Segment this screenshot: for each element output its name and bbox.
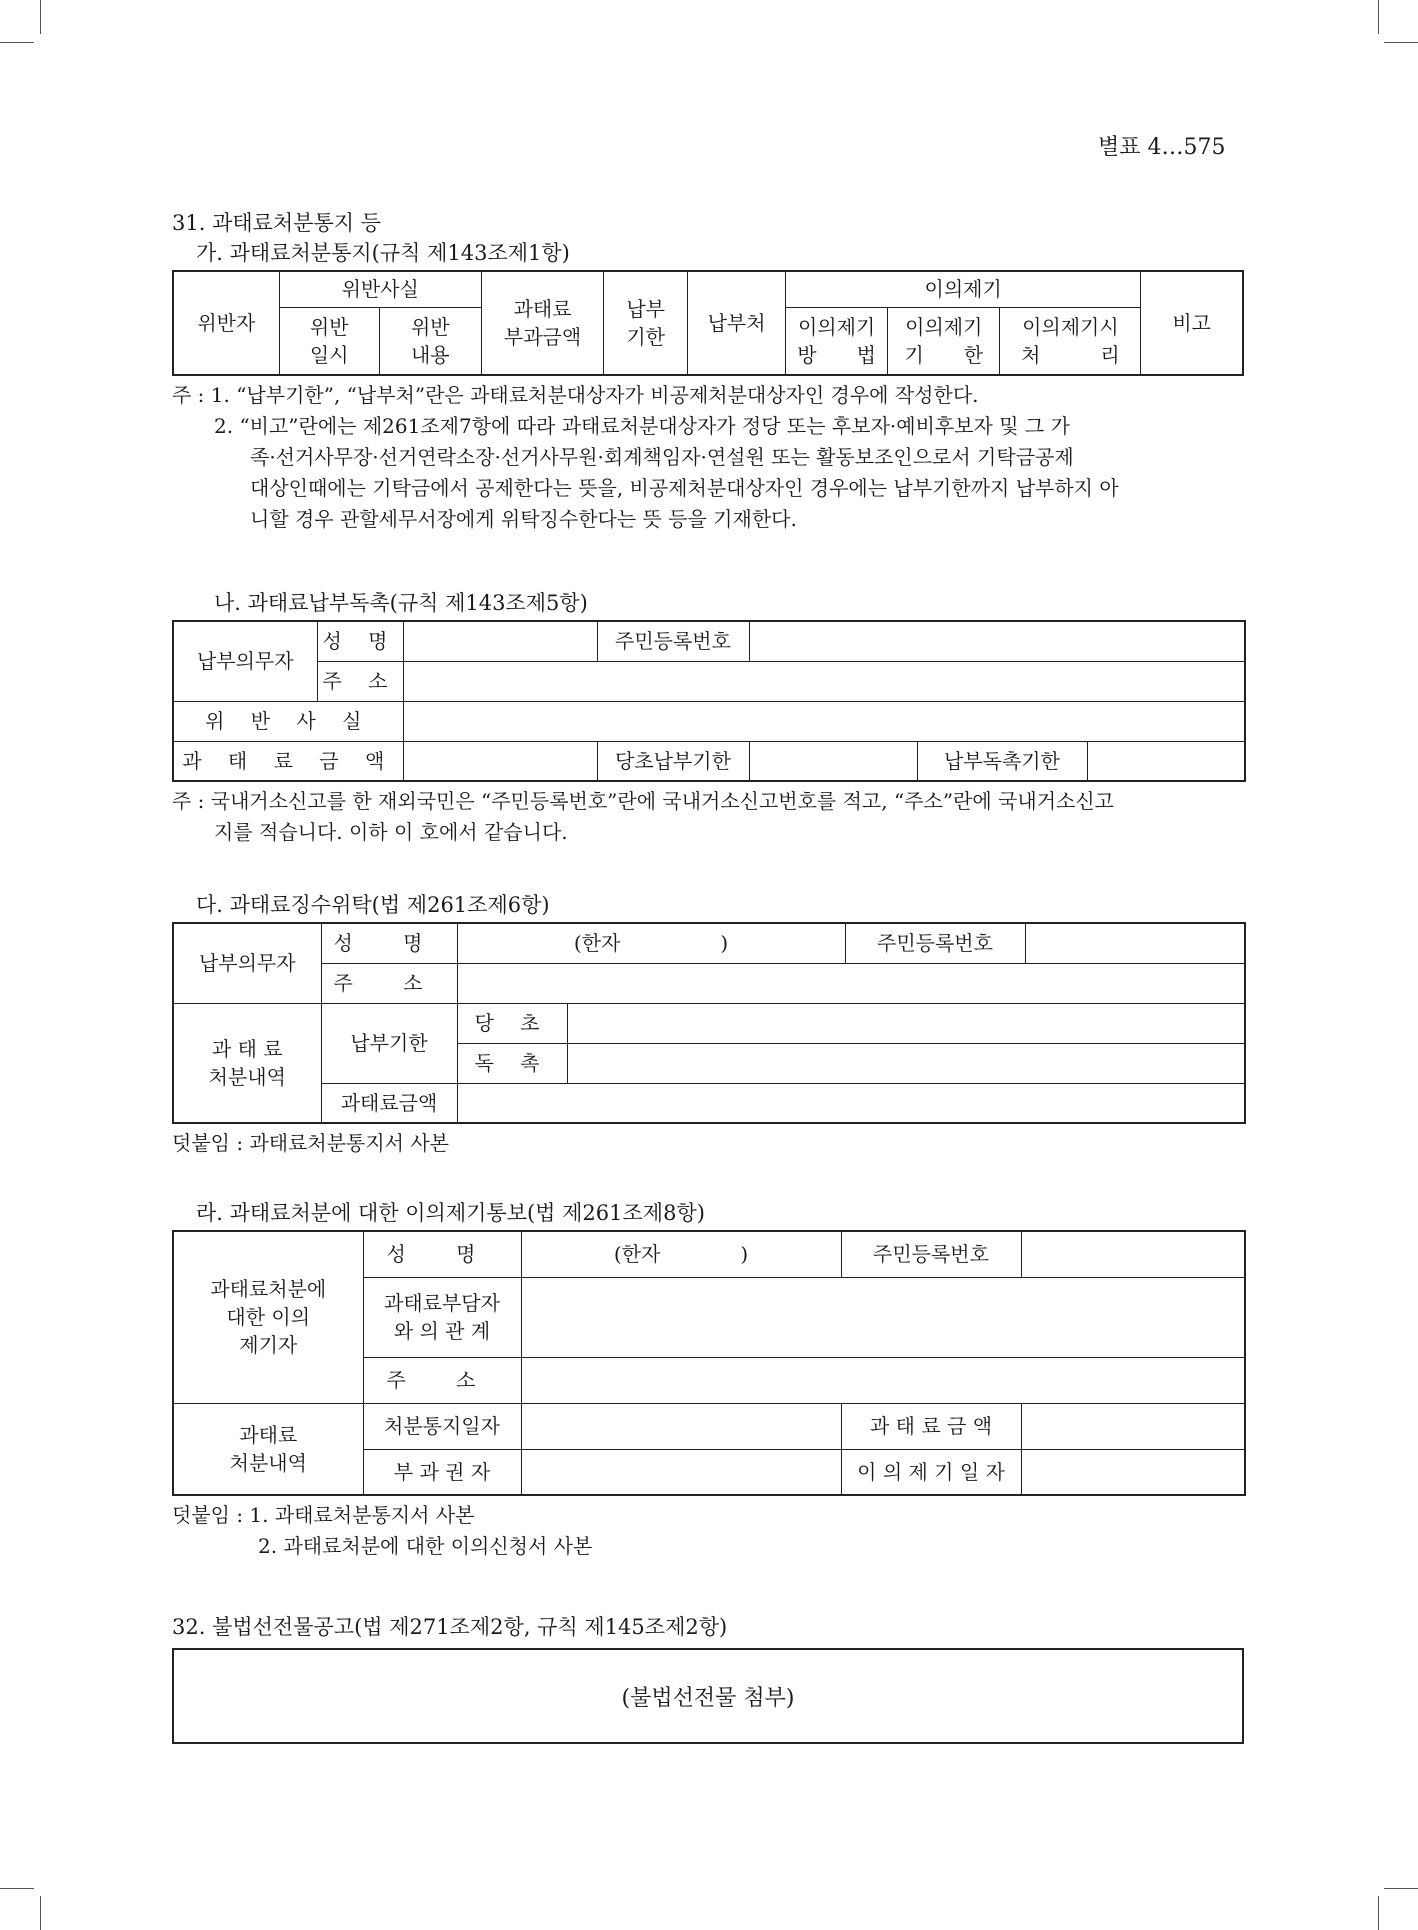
label-notice-date: 처분통지일자 bbox=[363, 1403, 521, 1449]
note-line: 대상인때에는 기탁금에서 공제한다는 뜻을, 비공제처분대상자인 경우에는 납부기한까지 납부하지 아 bbox=[250, 476, 1119, 500]
header-handling: 이의제기시 처 리 bbox=[1000, 307, 1141, 375]
label-obligor: 납부의무자 bbox=[173, 621, 317, 701]
notes-a bbox=[172, 380, 1244, 535]
subsection-c-title: 다. 과태료징수위탁(법 제261조제6항) bbox=[196, 893, 550, 917]
value-relation[interactable] bbox=[521, 1277, 1245, 1357]
attachment-line: 2. 과태료처분에 대한 이의신청서 사본 bbox=[258, 1534, 593, 1558]
note-line: 2. “비고”란에는 제261조제7항에 따라 과태료처분대상자가 정당 또는 후보자·예비후보자 및 그 가 bbox=[214, 414, 1070, 438]
collection-commission-table bbox=[172, 922, 1246, 1124]
value-amount[interactable] bbox=[403, 741, 597, 781]
label-reminder-deadline: 납부독촉기한 bbox=[917, 741, 1087, 781]
value-reminder[interactable] bbox=[567, 1043, 1245, 1083]
header-facts: 위반사실 bbox=[279, 271, 481, 307]
label-address: 주 소 bbox=[321, 963, 457, 1003]
section-32 bbox=[172, 1612, 1244, 1744]
crop-mark bbox=[0, 42, 34, 43]
section-31-a bbox=[172, 208, 1244, 535]
header-violator: 위반자 bbox=[173, 271, 279, 375]
label-name: 성 명 bbox=[363, 1231, 521, 1277]
label-amount: 과태료금액 bbox=[321, 1083, 457, 1123]
label-address: 주 소 bbox=[363, 1357, 521, 1403]
subsection-d bbox=[172, 1198, 1244, 1562]
page-number: 별표 4…575 bbox=[1098, 135, 1226, 160]
header-objection: 이의제기 bbox=[786, 271, 1141, 307]
value-original[interactable] bbox=[567, 1003, 1245, 1043]
attachment-c: 덧붙임 : 과태료처분통지서 사본 bbox=[172, 1131, 449, 1155]
crop-mark bbox=[40, 0, 41, 34]
note-line: 지를 적습니다. 이하 이 호에서 같습니다. bbox=[214, 820, 568, 844]
crop-mark bbox=[1378, 0, 1379, 34]
header-content: 위반 내용 bbox=[379, 307, 481, 375]
label-facts: 위 반 사 실 bbox=[173, 701, 403, 741]
value-rrn[interactable] bbox=[1025, 923, 1245, 963]
value-address[interactable] bbox=[457, 963, 1245, 1003]
value-name[interactable]: (한자 ) bbox=[457, 923, 845, 963]
header-payplace: 납부처 bbox=[688, 271, 786, 375]
label-obligor: 납부의무자 bbox=[173, 923, 321, 1003]
notes-b bbox=[172, 786, 1244, 848]
illegal-material-box bbox=[172, 1648, 1244, 1744]
header-deadline: 납부 기한 bbox=[604, 271, 688, 375]
label-original: 당 초 bbox=[457, 1003, 567, 1043]
label-authority: 부 과 권 자 bbox=[363, 1449, 521, 1495]
crop-mark bbox=[40, 1896, 41, 1930]
value-facts[interactable] bbox=[403, 701, 1245, 741]
header-remarks: 비고 bbox=[1141, 271, 1243, 375]
attachments-d bbox=[172, 1500, 1244, 1562]
subsection-b bbox=[172, 588, 1244, 848]
label-relation: 과태료부담자 와 의 관 계 bbox=[363, 1277, 521, 1357]
crop-mark bbox=[1384, 1888, 1418, 1889]
subsection-a-title: 가. 과태료처분통지(규칙 제143조제1항) bbox=[196, 241, 570, 265]
value-address[interactable] bbox=[521, 1357, 1245, 1403]
label-amount: 과 태 료 금 액 bbox=[841, 1403, 1021, 1449]
crop-mark bbox=[1384, 42, 1418, 43]
value-authority[interactable] bbox=[521, 1449, 841, 1495]
note-line: 주 : 국내거소신고를 한 재외국민은 “주민등록번호”란에 국내거소신고번호를 적고, “주소”란에 국내거소신고 bbox=[172, 789, 1114, 813]
label-objector: 과태료처분에 대한 이의 제기자 bbox=[173, 1231, 363, 1403]
value-rrn[interactable] bbox=[749, 621, 1245, 661]
label-name: 성 명 bbox=[317, 621, 403, 661]
crop-mark bbox=[0, 1888, 34, 1889]
header-method: 이의제기 방 법 bbox=[786, 307, 888, 375]
illegal-material-label: (불법선전물 첨부) bbox=[621, 1685, 795, 1711]
header-period: 이의제기 기 한 bbox=[888, 307, 1000, 375]
value-name[interactable] bbox=[403, 621, 597, 661]
label-rrn: 주민등록번호 bbox=[845, 923, 1025, 963]
objection-notice-table bbox=[172, 1230, 1246, 1496]
penalty-notice-table bbox=[172, 270, 1244, 376]
label-address: 주 소 bbox=[317, 661, 403, 701]
label-name: 성 명 bbox=[321, 923, 457, 963]
value-objection-date[interactable] bbox=[1021, 1449, 1245, 1495]
label-orig-deadline: 당초납부기한 bbox=[597, 741, 749, 781]
value-amount[interactable] bbox=[1021, 1403, 1245, 1449]
section-31-title: 31. 과태료처분통지 등 bbox=[172, 211, 382, 235]
value-address[interactable] bbox=[403, 661, 1245, 701]
note-line: 니할 경우 관할세무서장에게 위탁징수한다는 뜻 등을 기재한다. bbox=[250, 507, 797, 531]
value-orig-deadline[interactable] bbox=[749, 741, 917, 781]
subsection-c bbox=[172, 890, 1244, 1159]
payment-reminder-table bbox=[172, 620, 1246, 782]
subsection-d-title: 라. 과태료처분에 대한 이의제기통보(법 제261조제8항) bbox=[196, 1201, 705, 1225]
label-amount: 과 태 료 금 액 bbox=[173, 741, 403, 781]
note-line: 족·선거사무장·선거연락소장·선거사무원·회계책임자·연설원 또는 활동보조인으로서 기탁금공제 bbox=[250, 445, 1074, 469]
attachment-line: 덧붙임 : 1. 과태료처분통지서 사본 bbox=[172, 1503, 475, 1527]
subsection-b-title: 나. 과태료납부독촉(규칙 제143조제5항) bbox=[214, 591, 588, 615]
section-32-title: 32. 불법선전물공고(법 제271조제2항, 규칙 제145조제2항) bbox=[172, 1615, 728, 1639]
label-reminder: 독 촉 bbox=[457, 1043, 567, 1083]
label-deadline: 납부기한 bbox=[321, 1003, 457, 1083]
note-line: 주 : 1. “납부기한”, “납부처”란은 과태료처분대상자가 비공제처분대상자인 경우에 작성한다. bbox=[172, 383, 979, 407]
value-name[interactable]: (한자 ) bbox=[521, 1231, 841, 1277]
header-date: 위반 일시 bbox=[279, 307, 379, 375]
value-reminder-deadline[interactable] bbox=[1087, 741, 1245, 781]
label-detail: 과태료 처분내역 bbox=[173, 1403, 363, 1495]
crop-mark bbox=[1378, 1896, 1379, 1930]
header-amount: 과태료 부과금액 bbox=[481, 271, 604, 375]
label-objection-date: 이 의 제 기 일 자 bbox=[841, 1449, 1021, 1495]
value-notice-date[interactable] bbox=[521, 1403, 841, 1449]
label-detail: 과 태 료 처분내역 bbox=[173, 1003, 321, 1123]
label-rrn: 주민등록번호 bbox=[841, 1231, 1021, 1277]
value-amount[interactable] bbox=[457, 1083, 1245, 1123]
label-rrn: 주민등록번호 bbox=[597, 621, 749, 661]
value-rrn[interactable] bbox=[1021, 1231, 1245, 1277]
